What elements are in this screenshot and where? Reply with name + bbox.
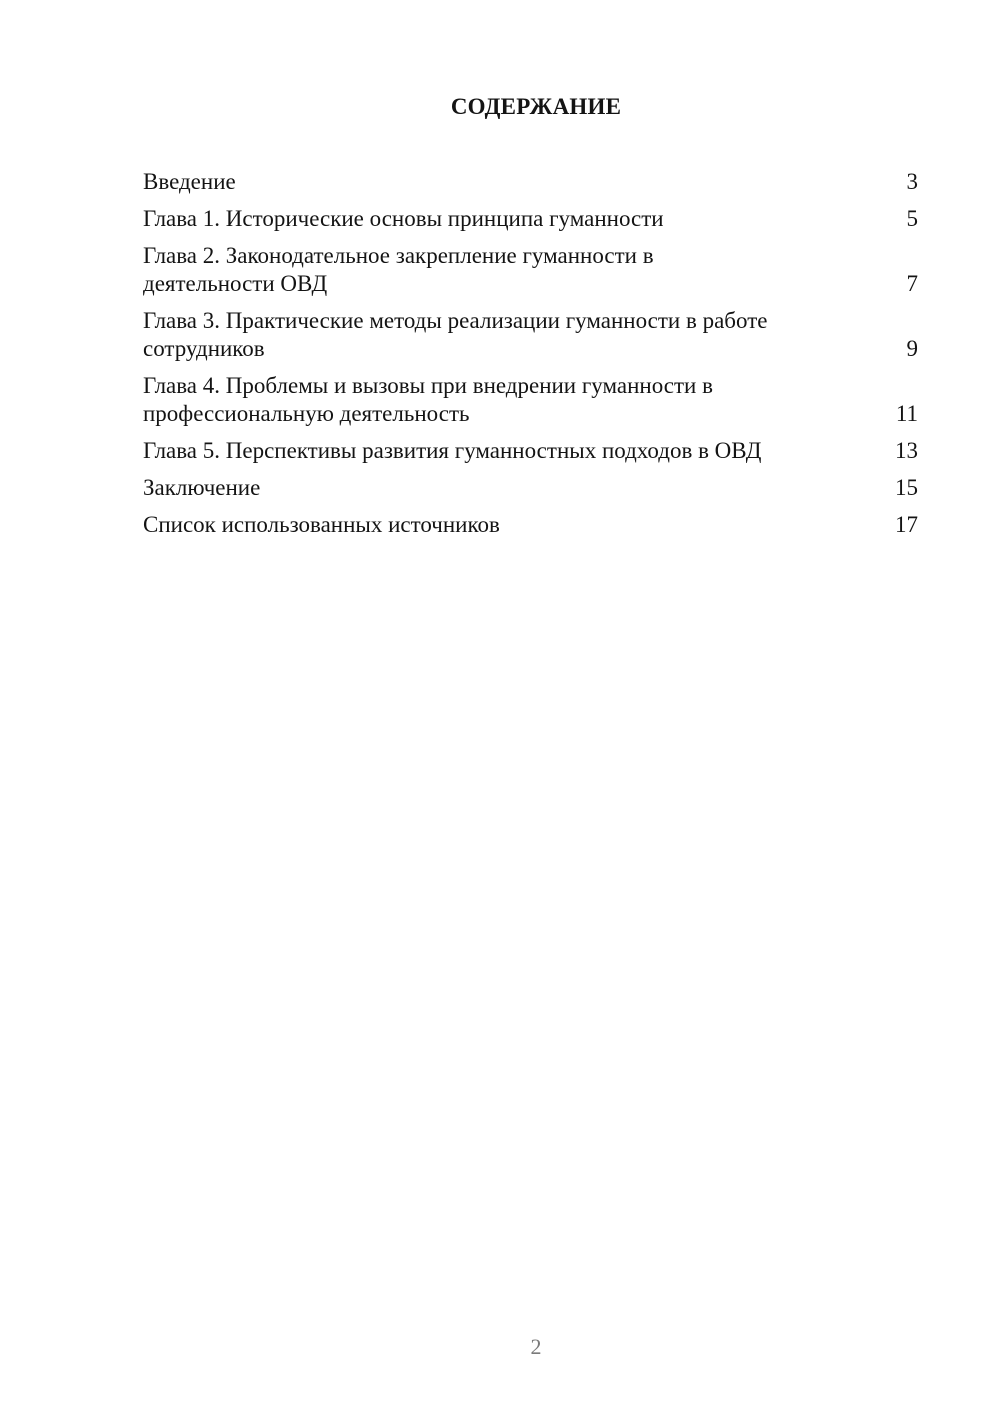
toc-entry-page: 11 (895, 401, 918, 426)
toc-entry-title-line: профессиональную деятельность (143, 401, 470, 426)
toc-entry-title (143, 474, 888, 502)
toc-entry-title (143, 205, 888, 233)
toc-entry-title (143, 437, 888, 465)
page-number: 2 (530, 1334, 542, 1359)
toc-entry-references (143, 511, 918, 539)
toc-entry-chapter-1 (143, 205, 918, 233)
toc-entry-page: 5 (906, 206, 918, 231)
page-title: СОДЕРЖАНИЕ (450, 94, 622, 119)
toc-entry-chapter-3 (143, 307, 918, 363)
toc-entry-page: 15 (895, 475, 918, 500)
toc-entry-title-line: деятельности ОВД (143, 271, 328, 296)
toc-entry-page: 13 (895, 438, 918, 463)
toc-entry-title (143, 242, 888, 298)
toc-entry-title (143, 168, 888, 196)
toc-entry-title-line: Глава 2. Законодательное закрепление гуманности в (143, 243, 654, 268)
toc-entry-title (143, 372, 888, 428)
toc-entry-page: 7 (906, 271, 918, 296)
toc-entry-title-line: Введение (143, 169, 236, 194)
toc-entry-page: 17 (895, 512, 918, 537)
toc-entry-title-line: Список использованных источников (143, 512, 500, 537)
toc-entry-chapter-5 (143, 437, 918, 465)
toc-entry-conclusion (143, 474, 918, 502)
toc-entry-title-line: Заключение (143, 475, 261, 500)
toc-entry-title-line: Глава 4. Проблемы и вызовы при внедрении гуманности в (143, 373, 713, 398)
toc-entry-title-line: Глава 1. Исторические основы принципа гуманности (143, 206, 664, 231)
toc-entry-introduction (143, 168, 918, 196)
table-of-contents (143, 168, 918, 548)
toc-entry-chapter-2 (143, 242, 918, 298)
toc-entry-page: 3 (906, 169, 918, 194)
toc-entry-title-line: Глава 3. Практические методы реализации гуманности в работе (143, 308, 768, 333)
toc-entry-title (143, 307, 888, 363)
toc-entry-chapter-4 (143, 372, 918, 428)
toc-entry-page: 9 (906, 336, 918, 361)
toc-entry-title-line: сотрудников (143, 336, 265, 361)
toc-entry-title (143, 511, 888, 539)
toc-entry-title-line: Глава 5. Перспективы развития гуманностных подходов в ОВД (143, 438, 762, 463)
